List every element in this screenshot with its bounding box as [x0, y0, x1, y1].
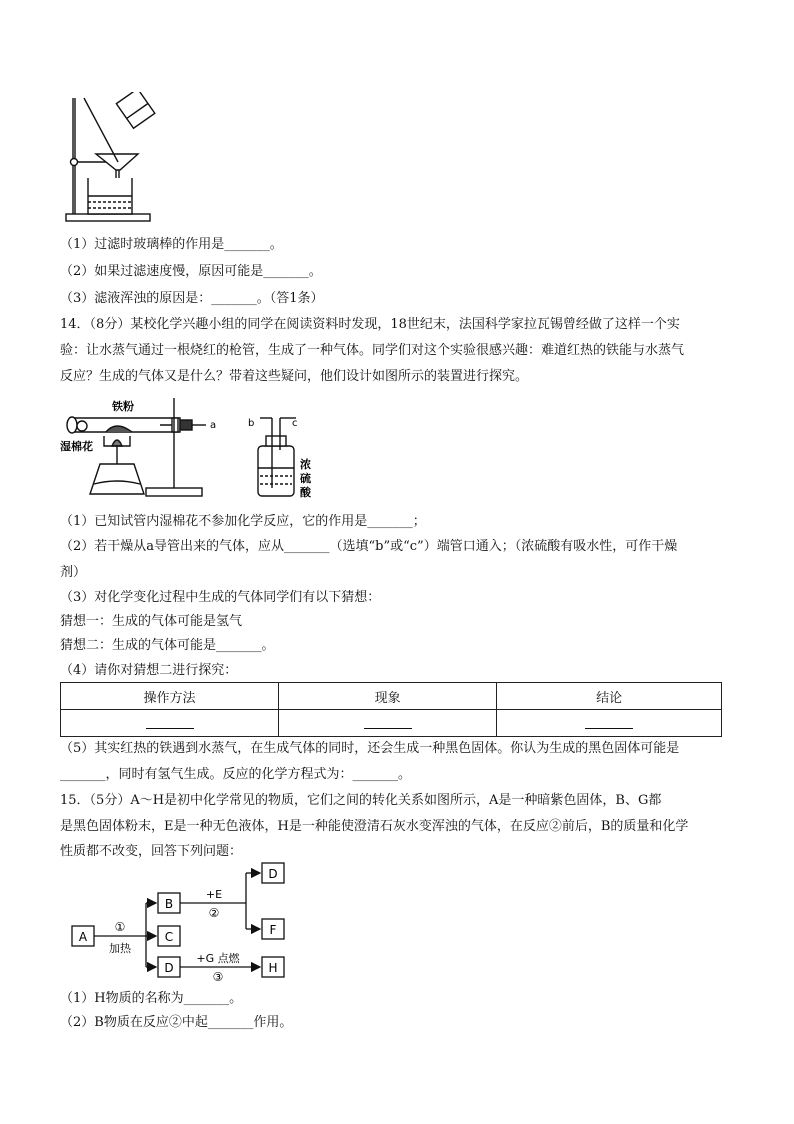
reaction-2-label: ② [208, 906, 220, 920]
filtration-apparatus-figure [60, 92, 160, 224]
label-conc-2: 硫 [300, 472, 311, 485]
experiment-table [60, 682, 722, 737]
conversion-flow-diagram [66, 860, 306, 982]
q14-sub1: （1）已知试管内湿棉花不参加化学反应，它的作用是_______； [60, 514, 426, 529]
q14-sub5-line2: _______，同时有氢气生成。反应的化学方程式为：_______。 [60, 767, 412, 782]
node-F: F [269, 923, 277, 937]
q14-sub4: （4）请你对猜想二进行探究： [60, 663, 238, 678]
table-row [61, 710, 722, 737]
q15-intro-line2: 是黑色固体粉末，E是一种无色液体，H是一种能使澄清石灰水变浑浊的气体，在反应②前后，B的质量和化学 [60, 819, 689, 834]
table-cell-method-blank [61, 710, 279, 737]
iron-steam-apparatus-figure [60, 388, 320, 504]
q15-intro-line1: 15．（5分）A～H是初中化学常见的物质，它们之间的转化关系如图所示，A是一种暗紫色固体，B、G都 [60, 793, 662, 808]
node-D-top: D [268, 867, 278, 881]
q13-sub1: （1）过滤时玻璃棒的作用是_______。 [60, 237, 283, 252]
table-header-conclusion: 结论 [497, 683, 722, 710]
label-outlet-c: c [292, 418, 298, 429]
label-iron-powder: 铁粉 [112, 400, 134, 413]
q13-sub2: （2）如果过滤速度慢，原因可能是_______。 [60, 264, 322, 279]
node-D: D [164, 961, 174, 975]
q15-intro-line3: 性质都不改变，回答下列问题： [60, 844, 243, 859]
table-header-row [61, 683, 722, 710]
node-A: A [78, 930, 88, 944]
table-cell-phenomenon-blank [279, 710, 497, 737]
q14-intro-line3: 反应？生成的气体又是什么？带着这些疑问，他们设计如图所示的装置进行探究。 [60, 369, 529, 384]
q15-sub2: （2）B物质在反应②中起_______作用。 [60, 1015, 293, 1030]
q14-sub2-line1: （2）若干燥从a导管出来的气体，应从_______（选填“b”或“c”）端管口通入；（浓硫酸有吸水性，可作干燥 [60, 539, 678, 554]
q14-sub3: （3）对化学变化过程中生成的气体同学们有以下猜想： [60, 590, 381, 605]
reaction-1-label: ① [114, 920, 126, 934]
q14-intro-line1: 14．（8分）某校化学兴趣小组的同学在阅读资料时发现，18世纪末，法国科学家拉瓦锡曾经做了这样一个实 [60, 317, 680, 332]
label-wet-cotton: 湿棉花 [60, 440, 93, 453]
table-cell-conclusion-blank [497, 710, 722, 737]
q15-sub1: （1）H物质的名称为_______。 [60, 991, 243, 1006]
node-H: H [268, 961, 278, 975]
reaction-3-condition: +G 点燃 [196, 952, 240, 965]
label-inlet-b: b [248, 418, 255, 429]
reaction-2-condition: +E [205, 888, 223, 901]
answer-blank [364, 714, 412, 729]
q14-sub5-line1: （5）其实红热的铁遇到水蒸气，在生成气体的同时，还会生成一种黑色固体。你认为生成的黑色固体可能是 [60, 741, 680, 756]
reaction-1-condition: 加热 [109, 942, 131, 955]
label-outlet-a: a [210, 420, 217, 431]
q14-intro-line2: 验：让水蒸气通过一根烧红的枪管，生成了一种气体。同学们对这个实验很感兴趣：难道红热的铁能与水蒸气 [60, 343, 685, 358]
table-header-method: 操作方法 [61, 683, 279, 710]
node-B: B [164, 897, 174, 911]
table-header-phenomenon: 现象 [279, 683, 497, 710]
q14-guess2: 猜想二：生成的气体可能是_______。 [60, 638, 275, 653]
q14-guess1: 猜想一：生成的气体可能是氢气 [60, 614, 243, 629]
q13-sub3: （3）滤液浑浊的原因是：_______。（答1条） [60, 291, 324, 306]
q14-sub2-line2: 剂） [60, 565, 87, 580]
answer-blank [146, 714, 194, 729]
node-C: C [164, 930, 174, 944]
answer-blank [585, 714, 633, 729]
reaction-3-label: ③ [212, 970, 224, 982]
label-conc-1: 浓 [300, 458, 311, 471]
label-conc-3: 酸 [300, 486, 311, 499]
